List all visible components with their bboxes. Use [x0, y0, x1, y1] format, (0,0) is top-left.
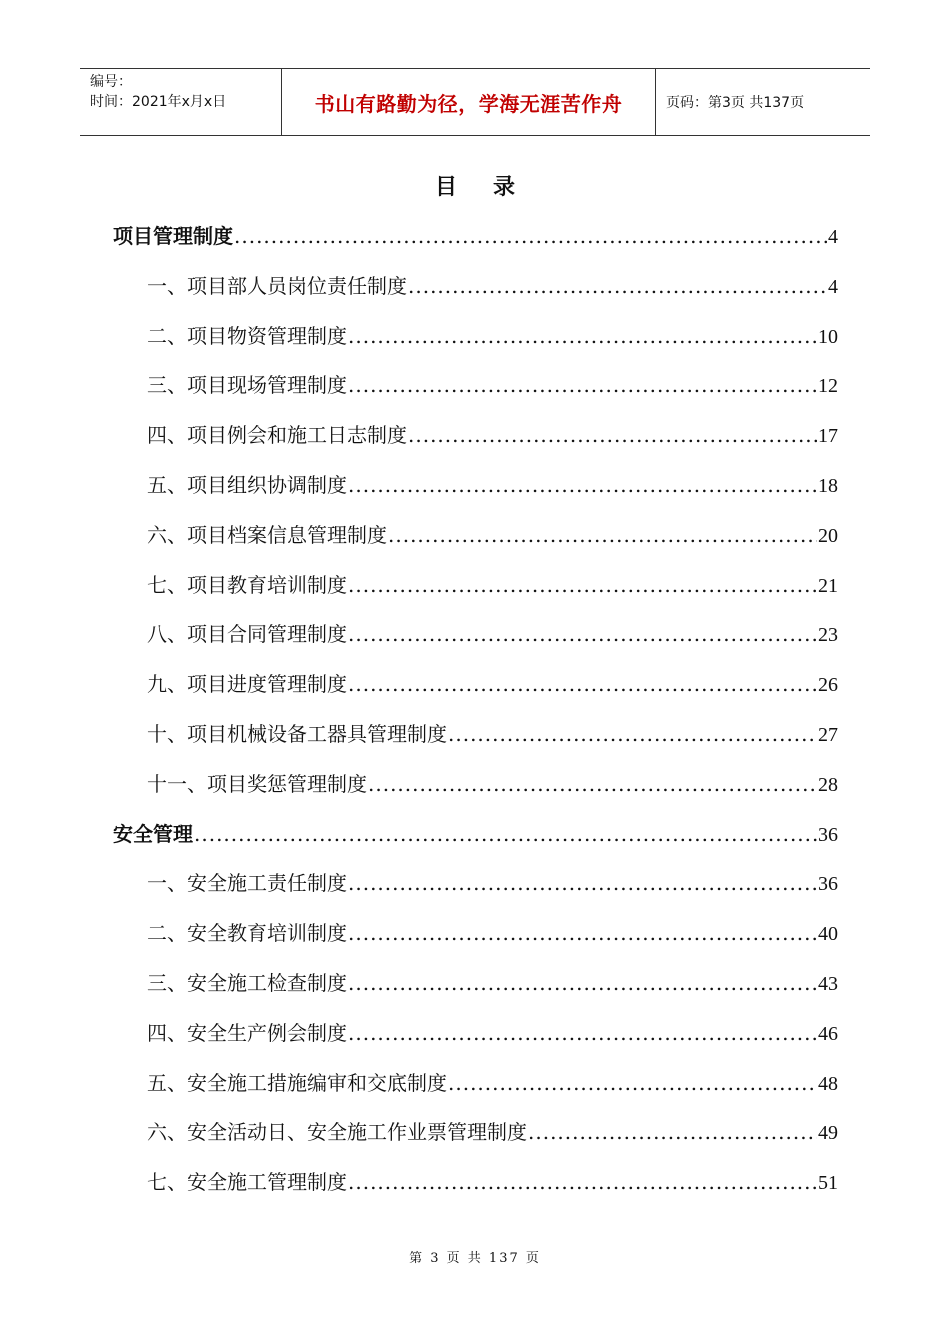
document-date: 时间：2021年x月x日: [90, 94, 227, 110]
toc-leader-dots: [528, 1115, 817, 1149]
toc-entry-label: 二、项目物资管理制度: [147, 323, 347, 348]
toc-entry-label: 六、项目档案信息管理制度: [147, 522, 387, 547]
toc-entry-page: 49: [818, 1122, 838, 1145]
toc-entry-label: 十一、项目奖惩管理制度: [147, 771, 367, 796]
toc-entry-label: 七、项目教育培训制度: [147, 572, 347, 597]
toc-entry-label: 八、项目合同管理制度: [147, 622, 347, 647]
toc-leader-dots: [448, 717, 817, 751]
toc-entry[interactable]: [113, 269, 838, 319]
toc-leader-dots: [348, 1016, 817, 1050]
toc-entry-label: 五、项目组织协调制度: [147, 472, 347, 497]
toc-entry-label: 七、安全施工管理制度: [147, 1170, 347, 1195]
toc-entry-page: 21: [818, 574, 838, 597]
page-footer: 第 3 页 共 137 页: [409, 1251, 541, 1266]
table-of-contents: [113, 219, 838, 1215]
toc-leader-dots: [348, 568, 817, 602]
toc-entry-page: 48: [818, 1072, 838, 1095]
toc-entry-page: 18: [818, 474, 838, 497]
header-motto: 书山有路勤为径，学海无涯苦作舟: [282, 69, 656, 135]
toc-leader-dots: [348, 866, 817, 900]
toc-entry-page: 23: [818, 624, 838, 647]
toc-entry-label: 四、安全生产例会制度: [147, 1020, 347, 1045]
toc-entry-page: 12: [818, 375, 838, 398]
toc-leader-dots: [448, 1066, 817, 1100]
toc-entry-page: 17: [818, 425, 838, 448]
toc-entry[interactable]: [113, 1066, 838, 1116]
toc-entry-page: 28: [818, 773, 838, 796]
toc-entry-label: 十、项目机械设备工器具管理制度: [147, 721, 447, 746]
header-page-info: 页码：第3页 共137页: [666, 95, 805, 111]
toc-entry-label: 一、安全施工责任制度: [147, 871, 347, 896]
toc-entry-page: 4: [828, 226, 838, 248]
toc-entry-page: 46: [818, 1022, 838, 1045]
toc-entry-page: 4: [828, 275, 838, 298]
toc-entry-page: 51: [818, 1172, 838, 1195]
header-meta: [80, 69, 282, 135]
toc-entry[interactable]: [113, 667, 838, 717]
toc-leader-dots: [348, 667, 817, 701]
toc-leader-dots: [368, 767, 817, 801]
toc-entry-page: 36: [818, 873, 838, 896]
toc-entry[interactable]: [113, 717, 838, 767]
toc-entry[interactable]: [113, 418, 838, 468]
toc-leader-dots: [348, 617, 817, 651]
toc-entry-page: 43: [818, 972, 838, 995]
toc-entry-page: 36: [818, 823, 838, 846]
toc-entry-label: 项目管理制度: [113, 224, 233, 248]
toc-leader-dots: [348, 368, 817, 402]
toc-title: 目录: [434, 175, 551, 200]
toc-leader-dots: [348, 916, 817, 950]
toc-entry-label: 三、安全施工检查制度: [147, 970, 347, 995]
toc-leader-dots: [348, 468, 817, 502]
toc-entry[interactable]: [113, 368, 838, 418]
toc-entry-page: 10: [818, 325, 838, 348]
toc-entry[interactable]: [113, 319, 838, 369]
toc-leader-dots: [348, 1165, 817, 1199]
toc-entry-page: 27: [818, 723, 838, 746]
toc-entry[interactable]: [113, 866, 838, 916]
toc-leader-dots: [348, 966, 817, 1000]
toc-entry[interactable]: [113, 468, 838, 518]
toc-leader-dots: [408, 269, 827, 303]
toc-entry[interactable]: [113, 518, 838, 568]
toc-entry-label: 九、项目进度管理制度: [147, 672, 347, 697]
toc-leader-dots: [408, 418, 817, 452]
toc-entry-page: 26: [818, 674, 838, 697]
toc-entry[interactable]: [113, 568, 838, 618]
toc-entry-label: 安全管理: [113, 821, 193, 846]
toc-entry[interactable]: [113, 1115, 838, 1165]
toc-entry-page: 20: [818, 524, 838, 547]
toc-leader-dots: [348, 319, 817, 353]
toc-entry-label: 五、安全施工措施编审和交底制度: [147, 1070, 447, 1095]
toc-entry[interactable]: [113, 1165, 838, 1215]
toc-entry-label: 六、安全活动日、安全施工作业票管理制度: [147, 1120, 527, 1145]
toc-entry-label: 一、项目部人员岗位责任制度: [147, 273, 407, 298]
toc-entry[interactable]: [113, 817, 838, 867]
document-number-label: 编号：: [90, 74, 132, 90]
toc-entry[interactable]: [113, 219, 838, 269]
toc-entry-label: 二、安全教育培训制度: [147, 921, 347, 946]
toc-entry-label: 三、项目现场管理制度: [147, 373, 347, 398]
toc-entry[interactable]: [113, 966, 838, 1016]
toc-entry[interactable]: [113, 916, 838, 966]
toc-entry[interactable]: [113, 1016, 838, 1066]
toc-leader-dots: [388, 518, 817, 552]
toc-entry[interactable]: [113, 767, 838, 817]
toc-entry-label: 四、项目例会和施工日志制度: [147, 423, 407, 448]
toc-leader-dots: [194, 817, 817, 851]
toc-entry-page: 40: [818, 923, 838, 946]
page-header: [80, 68, 870, 136]
toc-leader-dots: [234, 219, 827, 253]
toc-entry[interactable]: [113, 617, 838, 667]
